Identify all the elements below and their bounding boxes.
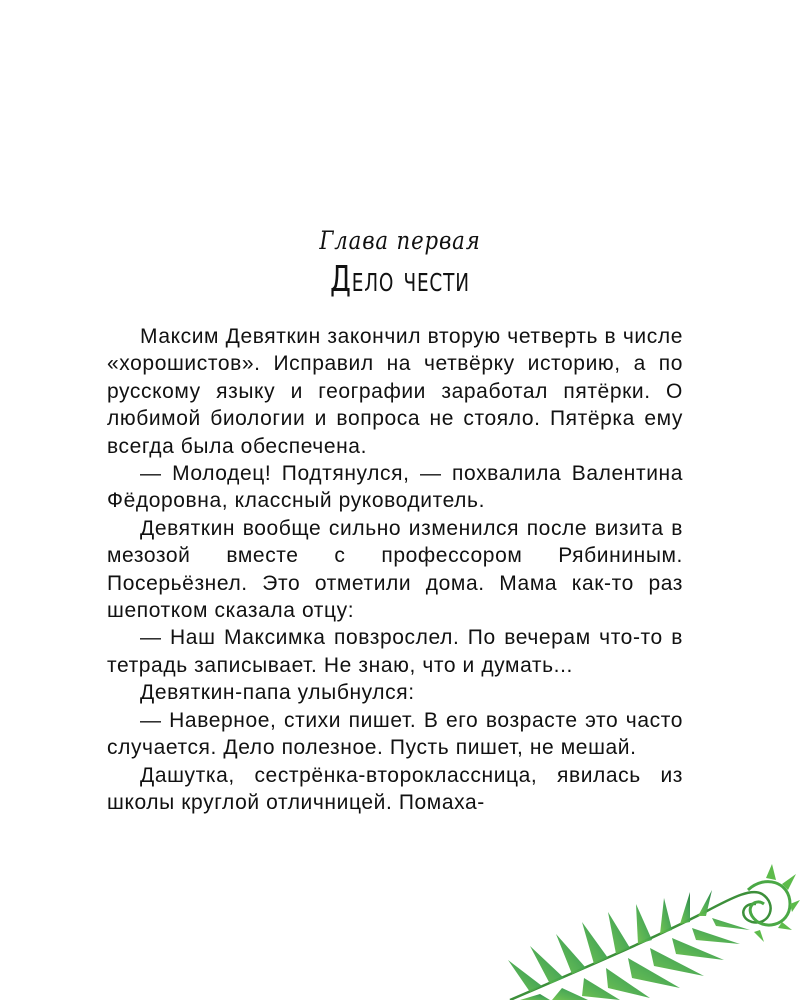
paragraph: Девяткин вообще сильно изменился после визита в мезозой вместе с профессором Рябининым. Посерьёзнел. Это отметили дома. Мама как-то раз шепотком сказала отцу: [107, 516, 683, 623]
chapter-label: Глава первая [319, 226, 481, 255]
paragraph: Максим Девяткин закончил вторую четверть в числе «хорошистов». Исправил на четвёрку историю, а по русскому языку и географии заработал пятёрки. О любимой биологии и вопроса не стояло. Пятёрка ему всегда была обеспечена. [107, 325, 683, 458]
paragraph: Дашутка, сестрёнка-второклассница, явилась из школы круглой отличницей. Помаха- [107, 763, 683, 814]
paragraph: — Наш Максимка повзрослел. По вечерам что-то в тетрадь записывает. Не знаю, что и думать... [107, 626, 683, 677]
chapter-body [107, 323, 683, 816]
chapter-title: Дело чести [330, 259, 470, 300]
fern-leaf-icon [490, 860, 800, 1000]
paragraph: Девяткин-папа улыбнулся: [140, 681, 415, 705]
paragraph: — Молодец! Подтянулся, — похвалила Валентина Фёдоровна, классный руководитель. [107, 462, 683, 513]
paragraph: — Наверное, стихи пишет. В его возрасте это часто случается. Дело полезное. Пусть пишет, не мешай. [107, 708, 683, 760]
